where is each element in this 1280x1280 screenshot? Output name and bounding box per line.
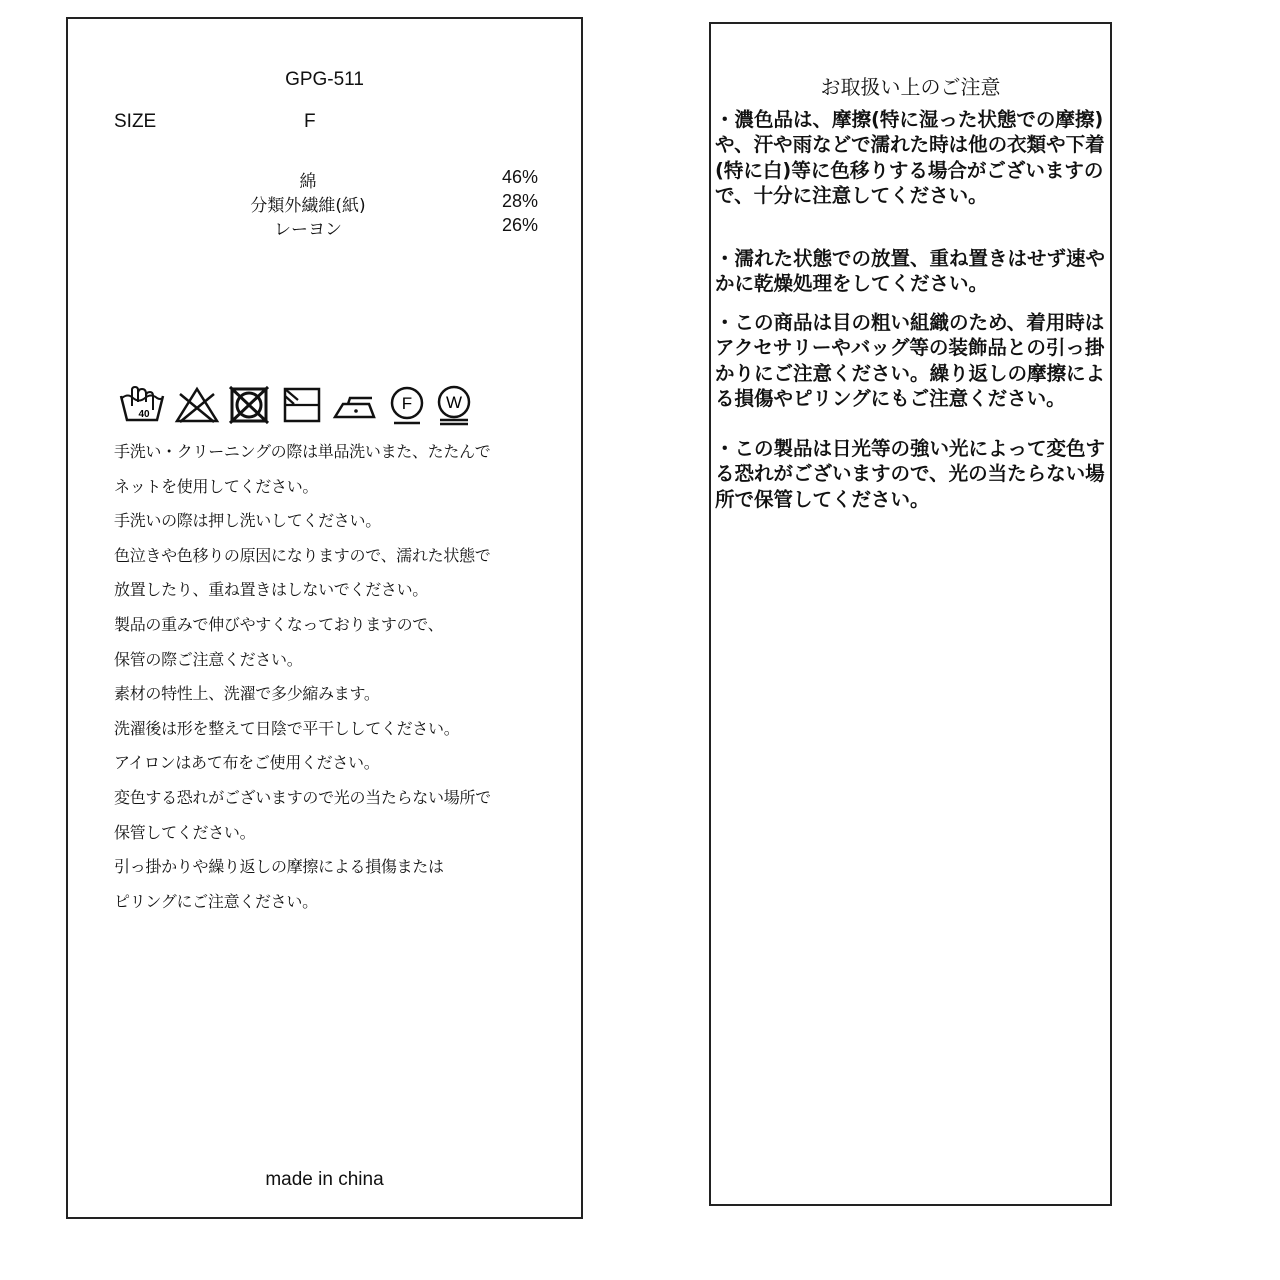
- hand-wash-temp: 40: [138, 409, 150, 420]
- iron-low-icon: [332, 384, 380, 426]
- care-instruction-line: 放置したり、重ね置きはしないでください。: [114, 580, 429, 600]
- fiber-row: [208, 215, 538, 239]
- care-instructions: [114, 442, 554, 926]
- dry-clean-f-icon: [386, 384, 428, 426]
- care-instruction-line: 保管してください。: [114, 822, 256, 842]
- product-code: GPG-511: [285, 69, 364, 90]
- care-label-tag: [66, 17, 583, 1219]
- line-dry-shade-icon: [280, 384, 324, 426]
- care-symbols: [118, 384, 478, 426]
- size-label: SIZE: [114, 111, 157, 132]
- fiber-percent: 28%: [501, 191, 538, 211]
- wet-clean-letter: W: [445, 393, 463, 412]
- notice-title: お取扱い上のご注意: [820, 75, 1001, 99]
- notice-paragraph: ・この商品は目の粗い組織のため、着用時はアクセサリーやバッグ等の装飾品との引っ掛かりにご注意ください。繰り返しの摩擦による損傷やピリングにもご注意ください。: [715, 311, 1106, 411]
- care-instruction-line: 変色する恐れがございますので光の当たらない場所で: [114, 787, 491, 807]
- fiber-name: 綿: [299, 172, 317, 192]
- fiber-row: [208, 191, 538, 215]
- no-bleach-icon: [174, 384, 220, 426]
- care-instruction-line: 色泣きや色移りの原因になりますので、濡れた状態で: [114, 545, 491, 565]
- care-instruction-line: 洗濯後は形を整えて日陰で平干ししてください。: [114, 718, 460, 738]
- care-instruction-line: 引っ掛かりや繰り返しの摩擦による損傷または: [114, 857, 444, 877]
- fiber-percent: 26%: [501, 215, 538, 235]
- care-instruction-line: アイロンはあて布をご使用ください。: [114, 753, 380, 773]
- fiber-name: レーヨン: [274, 220, 342, 240]
- handling-notice-tag: [709, 22, 1112, 1206]
- hand-wash-icon: [118, 384, 166, 426]
- care-instruction-line: 素材の特性上、洗濯で多少縮みます。: [114, 684, 380, 704]
- notice-paragraph: ・濃色品は、摩擦(特に湿った状態での摩擦)や、汗や雨などで濡れた時は他の衣類や下着(特に白)等に色移りする場合がございますので、十分に注意してください。: [715, 108, 1105, 208]
- fiber-name: 分類外繊維(紙): [250, 196, 366, 216]
- care-instruction-line: ネットを使用してください。: [114, 476, 319, 496]
- dry-clean-letter: F: [401, 394, 413, 413]
- care-instruction-line: ピリングにご注意ください。: [114, 891, 318, 911]
- wet-clean-w-icon: [432, 384, 476, 426]
- care-instruction-line: 手洗い・クリーニングの際は単品洗いまた、たたんで: [114, 442, 491, 461]
- size-value: F: [304, 111, 316, 132]
- care-instruction-line: 製品の重みで伸びやすくなっておりますので、: [114, 614, 444, 634]
- fiber-row: [208, 167, 538, 191]
- care-instruction-line: 保管の際ご注意ください。: [114, 649, 303, 669]
- notice-paragraph: ・この製品は日光等の強い光によって変色する恐れがございますので、光の当たらない場所で保管してください。: [715, 437, 1106, 511]
- notice-paragraph: ・濡れた状態での放置、重ね置きはせず速やかに乾燥処理をしてください。: [715, 247, 1106, 296]
- no-tumble-dry-icon: [226, 384, 272, 426]
- care-instruction-line: 手洗いの際は押し洗いしてください。: [114, 511, 381, 531]
- fiber-percent: 46%: [501, 167, 538, 187]
- country-of-origin: made in china: [265, 1169, 384, 1190]
